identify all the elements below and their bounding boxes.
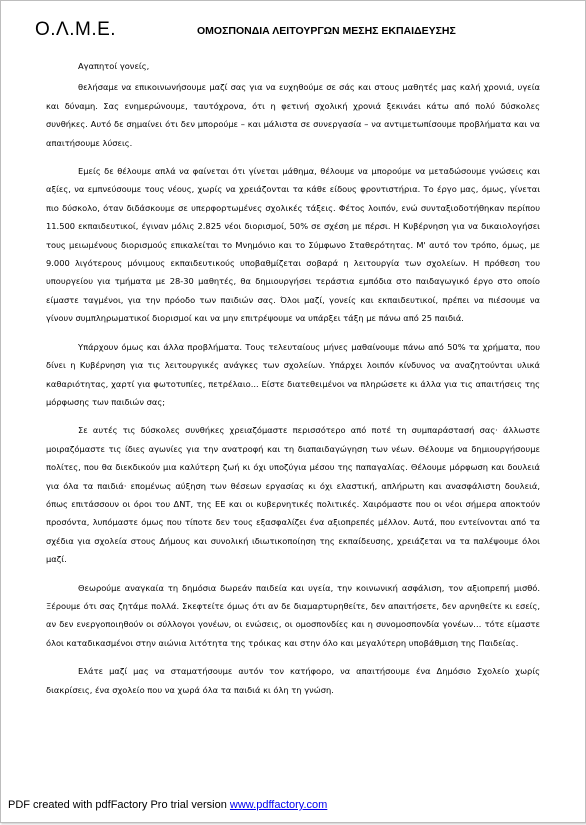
organization-acronym: Ο.Λ.Μ.Ε. <box>35 19 117 40</box>
paragraph-4: Σε αυτές τις δύσκολες συνθήκες χρειαζόμαστε περισσότερο από ποτέ τη συμπαράστασή σας· άλλωστε μοιραζόμαστε τις ίδιες αγωνίες για την ανατροφή και τη διαπαιδαγώγηση των νέων. Θέλουμε να δημιουργήσουμε πολίτες, που θα διεκδικούν μια καλύτερη ζωή κι όχι υποζύγια μέσου της παπαγαλίας. Θέλουμε μόρφωση και δουλειά για όλα τα παιδιά· επομένως αύξηση των θέσεων εργασίας κι όχι ελαστική, απλήρωτη και ανασφάλιστη δουλειά, όπως επιτάσσουν οι όροι του ΔΝΤ, της ΕΕ και οι κυβερνητικές πολιτικές. Χαιρόμαστε που οι νέοι σήμερα αποκτούν προσόντα, λυπόμαστε όμως που τίποτε δεν τους εξασφαλίζει ένα αξιοπρεπές μέλλον. Αυτά, που εντείνονται από τα σχέδια για σχολεία στους Δήμους και συνολική ιδιωτικοποίηση της εκπαίδευσης, χρειάζεται να τα παλέψουμε όλοι μαζί. <box>46 425 540 565</box>
greeting: Αγαπητοί γονείς, <box>78 61 150 71</box>
paragraph-3: Υπάρχουν όμως και άλλα προβλήματα. Τους τελευταίους μήνες μαθαίνουμε πάνω από 50% τα χρήματα, που δίνει η Κυβέρνηση για τις λειτουργικές ανάγκες των σχολείων. Υπάρχει λοιπόν κίνδυνος να αναζητούνται υλικά καθαριότητας, χαρτί για φωτοτυπίες, πετρέλαιο... Είστε διατεθειμένοι να πληρώσετε κι άλλα για τις απαιτήσεις της μόρφωσης των παιδιών σας; <box>46 341 540 407</box>
federation-title: ΟΜΟΣΠΟΝΔΙΑ ΛΕΙΤΟΥΡΓΩΝ ΜΕΣΗΣ ΕΚΠΑΙΔΕΥΣΗΣ <box>197 25 456 37</box>
footer-text: PDF created with pdfFactory Pro trial version <box>8 799 230 811</box>
paragraph-5: Θεωρούμε αναγκαία τη δημόσια δωρεάν παιδεία και υγεία, την κοινωνική ασφάλιση, τον αξιοπρεπή μισθό. Ξέρουμε ότι σας ζητάμε πολλά. Σκεφτείτε όμως ότι αν δε διαμαρτυρηθείτε, δεν απαιτήσετε, δεν αρνηθείτε κι εσείς, αν δεν ενεργοποιηθούν οι σύλλογοι γονέων, οι ενώσεις, οι ομοσπονδίες και η συνομοσπονδία γονέων… τότε είμαστε όλοι καταδικασμένοι στην αιώνια λιτότητα της τρόικας και στην όλο και μεγαλύτερη υποβάθμιση της Παιδείας. <box>46 582 540 648</box>
paragraph-1: θελήσαμε να επικοινωνήσουμε μαζί σας για να ευχηθούμε σε σάς και στους μαθητές μας καλή χρονιά, υγεία και δύναμη. Σας ενημερώνουμε, ταυτόχρονα, ότι η φετινή σχολική χρονιά ξεκινάει κάτω από πολύ δύσκολες συνθήκες. Αυτό δε σημαίνει ότι δεν μπορούμε – και μάλιστα σε συνεργασία – να αντιμετωπίσουμε προβλήματα και να απαιτήσουμε λύσεις. <box>46 82 540 148</box>
paragraph-6: Ελάτε μαζί μας να σταματήσουμε αυτόν τον κατήφορο, να απαιτήσουμε ένα Δημόσιο Σχολείο χωρίς διακρίσεις, ένα σχολείο που να χωρά όλα τα παιδιά κι όλη τη γνώση. <box>46 666 540 695</box>
pdf-footer <box>8 799 327 811</box>
letter-body <box>46 57 540 709</box>
footer-link[interactable]: www.pdffactory.com <box>229 799 328 811</box>
paragraph-2: Εμείς δε θέλουμε απλά να φαίνεται ότι γίνεται μάθημα, θέλουμε να μπορούμε να μεταδώσουμε γνώσεις και αξίες, να εμπνεύσουμε τους νέους, χωρίς να χρειάζονται τα κάθε είδους φροντιστήρια. Το έργο μας, όμως, γίνεται πιο δύσκολο, όταν διδάσκουμε σε υπερφορτωμένες σχολικές τάξεις. Φέτος λοιπόν, ενώ συνταξιοδοτήθηκαν περίπου 11.500 εκπαιδευτικοί, έγιναν μόλις 2.825 νέοι διορισμοί, 50% σε σχέση με πέρσι. Η Κυβέρνηση για να δικαιολογήσει τους μειωμένους διορισμούς επικαλείται το Μνημόνιο και το Σύμφωνο Σταθερότητας. Μ' αυτό τον τρόπο, όμως, με 9.000 λιγότερους μόνιμους εκπαιδευτικούς υποβαθμίζεται σοβαρά η λειτουργία των σχολείων. Η πρόθεση του υπουργείου για τμήματα με 28-30 μαθητές, θα δημιουργήσει τεράστια εμπόδια στο παιδαγωγικό έργο στο οποίο είμαστε ταγμένοι, για την πρόοδο των παιδιών σας. Όλοι μαζί, γονείς και εκπαιδευτικοί, πρέπει να πιέσουμε να γίνουν συμπληρωματικοί διορισμοί και να μην επιτρέψουμε να υπάρξει τάξη με πάνω από 25 παιδιά. <box>46 166 540 324</box>
